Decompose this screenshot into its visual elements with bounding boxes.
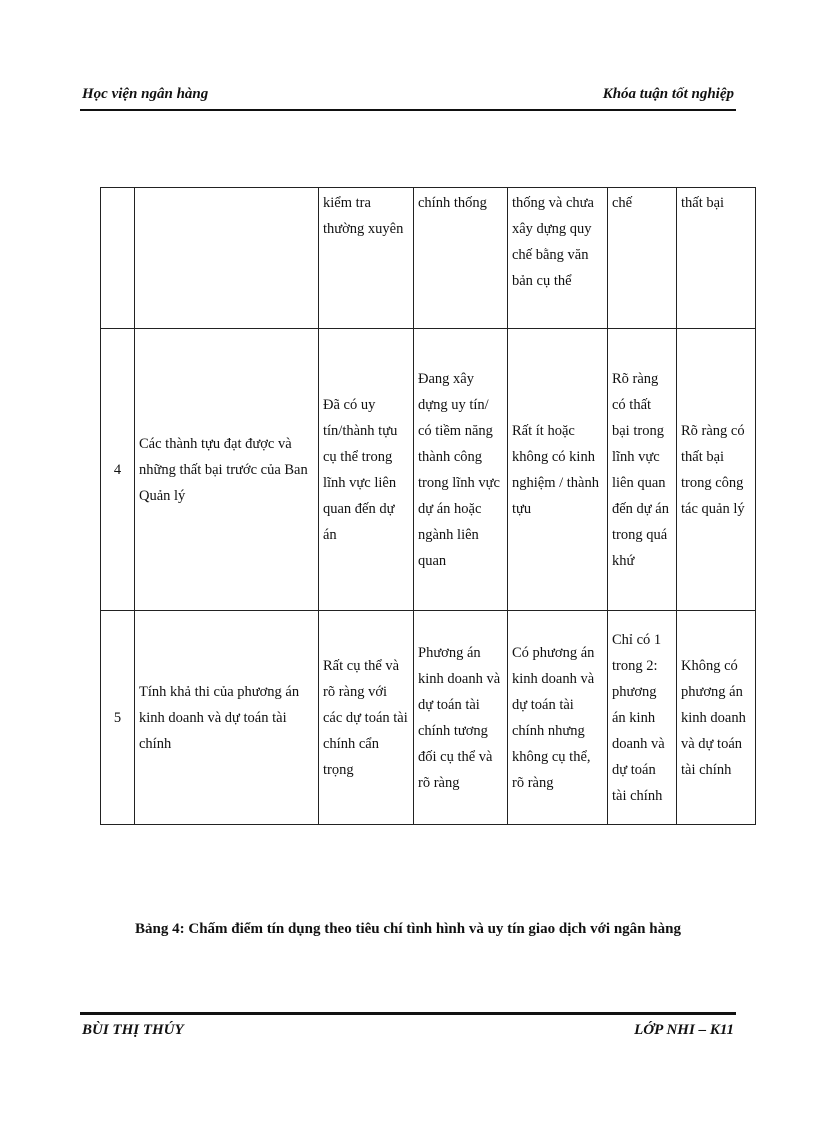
score-cell-1: kiểm tra thường xuyên — [319, 188, 414, 329]
criterion-cell — [135, 188, 319, 329]
score-cell-3: thống và chưa xây dựng quy chế bằng văn bản cụ thể — [508, 188, 608, 329]
table-row-continuation — [101, 188, 756, 329]
header-left-text: Học viện ngân hàng — [82, 86, 209, 102]
table-caption: Bảng 4: Chấm điểm tín dụng theo tiêu chí tình hình và uy tín giao dịch với ngân hàng — [135, 921, 681, 937]
row-number-cell: 4 — [101, 329, 135, 611]
score-cell-1: Rất cụ thể và rõ ràng với các dự toán tài chính cẩn trọng — [319, 611, 414, 825]
score-cell-5: Không có phương án kinh doanh và dự toán tài chính — [677, 611, 756, 825]
score-cell-3: Rất ít hoặc không có kinh nghiệm / thành tựu — [508, 329, 608, 611]
table-row — [101, 329, 756, 611]
score-cell-2: Phương án kinh doanh và dự toán tài chính tương đối cụ thể và rõ ràng — [414, 611, 508, 825]
criterion-cell: Tính khả thi của phương án kinh doanh và dự toán tài chính — [135, 611, 319, 825]
score-cell-4: chế — [608, 188, 677, 329]
score-cell-4: Rõ ràng có thất bại trong lĩnh vực liên quan đến dự án trong quá khứ — [608, 329, 677, 611]
header-right-text: Khóa tuận tốt nghiệp — [602, 86, 734, 102]
score-cell-3: Có phương án kinh doanh và dự toán tài chính nhưng không cụ thể, rõ ràng — [508, 611, 608, 825]
score-cell-2: Đang xây dựng uy tín/ có tiềm năng thành công trong lĩnh vực dự án hoặc ngành liên quan — [414, 329, 508, 611]
row-number-cell — [101, 188, 135, 329]
row-number-cell: 5 — [101, 611, 135, 825]
footer-class: LỚP NHI – K11 — [634, 1022, 734, 1038]
score-cell-2: chính thống — [414, 188, 508, 329]
score-cell-1: Đã có uy tín/thành tựu cụ thể trong lĩnh vực liên quan đến dự án — [319, 329, 414, 611]
criteria-table — [100, 187, 756, 825]
header-divider — [80, 109, 736, 111]
score-cell-5: Rõ ràng có thất bại trong công tác quản lý — [677, 329, 756, 611]
criterion-cell: Các thành tựu đạt được và những thất bại trước của Ban Quản lý — [135, 329, 319, 611]
footer-divider — [80, 1012, 736, 1015]
score-cell-4: Chỉ có 1 trong 2: phương án kinh doanh và dự toán tài chính — [608, 611, 677, 825]
score-cell-5: thất bại — [677, 188, 756, 329]
table-row — [101, 611, 756, 825]
footer-author: BÙI THỊ THÚY — [82, 1022, 184, 1038]
